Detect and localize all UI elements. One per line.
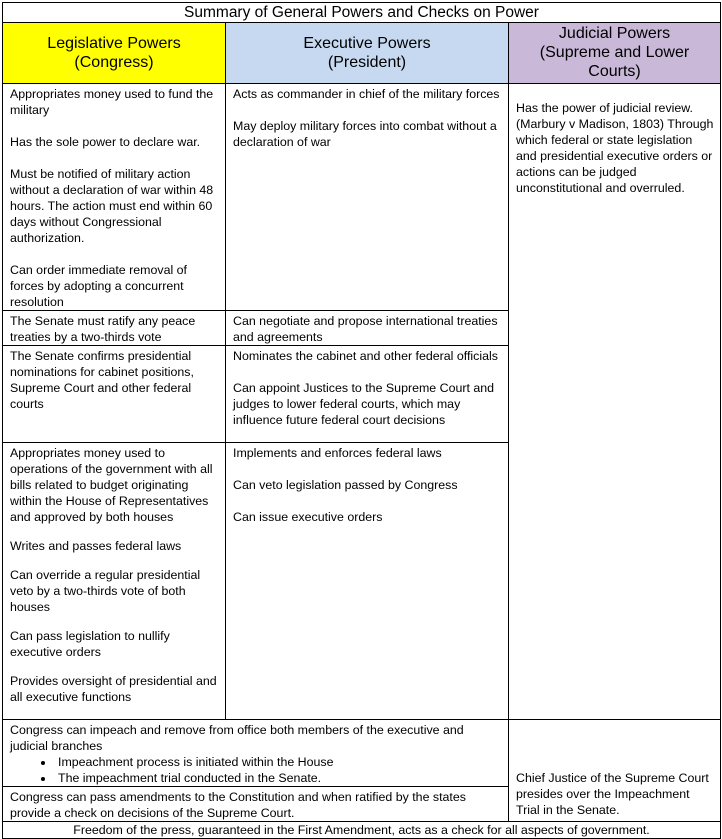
table-title: Summary of General Powers and Checks on Power [3, 3, 721, 23]
header-executive-line-1: Executive Powers [303, 34, 431, 52]
powers-table [2, 2, 721, 839]
legislative-nominations-cell: The Senate confirms presidential nominations for cabinet positions, Supreme Court and other federal courts [3, 346, 226, 443]
judicial-review-cell [509, 84, 721, 720]
legislative-laws-item: Can pass legislation to nullify executive orders [10, 629, 170, 659]
impeachment-text: Congress can impeach and remove from office both members of the executive and judicial branches [10, 723, 464, 753]
header-judicial [509, 23, 721, 84]
amendments-cell: Congress can pass amendments to the Constitution and when ratified by the states provide a check on decisions of the Supreme Court. [3, 787, 509, 822]
header-executive [226, 23, 509, 84]
table-footer: Freedom of the press, guaranteed in the First Amendment, acts as a check for all aspects of government. [3, 822, 721, 839]
executive-military-item: Acts as commander in chief of the military forces [233, 87, 500, 101]
legislative-military-item: Must be notified of military action without a declaration of war within 48 hours. The action must end within 60 days without Congressional authorization. [10, 167, 214, 245]
header-judicial-line-1: Judicial Powers [558, 25, 671, 42]
executive-nominations-item: Nominates the cabinet and other federal officials [233, 349, 498, 363]
executive-nominations-cell [226, 346, 509, 443]
executive-military-item: May deploy military forces into combat without a declaration of war [233, 119, 497, 149]
header-executive-line-2: (President) [327, 53, 407, 71]
judicial-review-text: Has the power of judicial review.(Marbury v Madison, 1803) Through which federal or state legislation and presidential executive orders or actions can be judged unconstitutional and overruled. [516, 101, 714, 195]
legislative-military-item: Can order immediate removal of forces by adopting a concurrent resolution [10, 263, 187, 309]
executive-laws-item: Implements and enforces federal laws [233, 446, 442, 460]
legislative-treaties-cell: The Senate must ratify any peace treaties by a two-thirds vote [3, 311, 226, 346]
executive-laws-cell [226, 443, 509, 720]
legislative-laws-item: Writes and passes federal laws [10, 539, 182, 553]
legislative-laws-item: Can override a regular presidential veto by a two-thirds vote of both houses [10, 568, 201, 614]
impeachment-bullet: • Impeachment process is initiated within the House [55, 754, 504, 770]
impeachment-list [10, 754, 504, 786]
header-judicial-line-2: (Supreme and Lower [539, 44, 690, 61]
executive-nominations-item: Can appoint Justices to the Supreme Court and judges to lower federal courts, which may influence future federal court decisions [233, 381, 495, 427]
legislative-laws-cell [3, 443, 226, 720]
impeachment-bullet: • The impeachment trial conducted in the Senate. [55, 770, 504, 786]
legislative-military-item: Appropriates money used to fund the military [10, 87, 214, 117]
executive-military-cell [226, 84, 509, 311]
header-legislative-line-2: (Congress) [74, 53, 154, 71]
executive-treaties-cell: Can negotiate and propose international treaties and agreements [226, 311, 509, 346]
legislative-laws-item: Appropriates money used to operations of the government with all bills related to budget originating within the House of Representatives and approved by both houses [10, 446, 213, 524]
header-judicial-line-3: Courts) [588, 63, 641, 80]
executive-laws-item: Can veto legislation passed by Congress [233, 478, 458, 492]
impeachment-cell [3, 720, 509, 787]
judicial-impeachment-cell: Chief Justice of the Supreme Court presides over the Impeachment Trial in the Senate. [509, 720, 721, 822]
legislative-military-cell [3, 84, 226, 311]
legislative-laws-item: Provides oversight of presidential and all executive functions [10, 674, 217, 704]
header-legislative-line-1: Legislative Powers [47, 34, 181, 52]
executive-laws-item: Can issue executive orders [233, 510, 383, 524]
header-legislative [3, 23, 226, 84]
legislative-military-item: Has the sole power to declare war. [10, 135, 201, 149]
